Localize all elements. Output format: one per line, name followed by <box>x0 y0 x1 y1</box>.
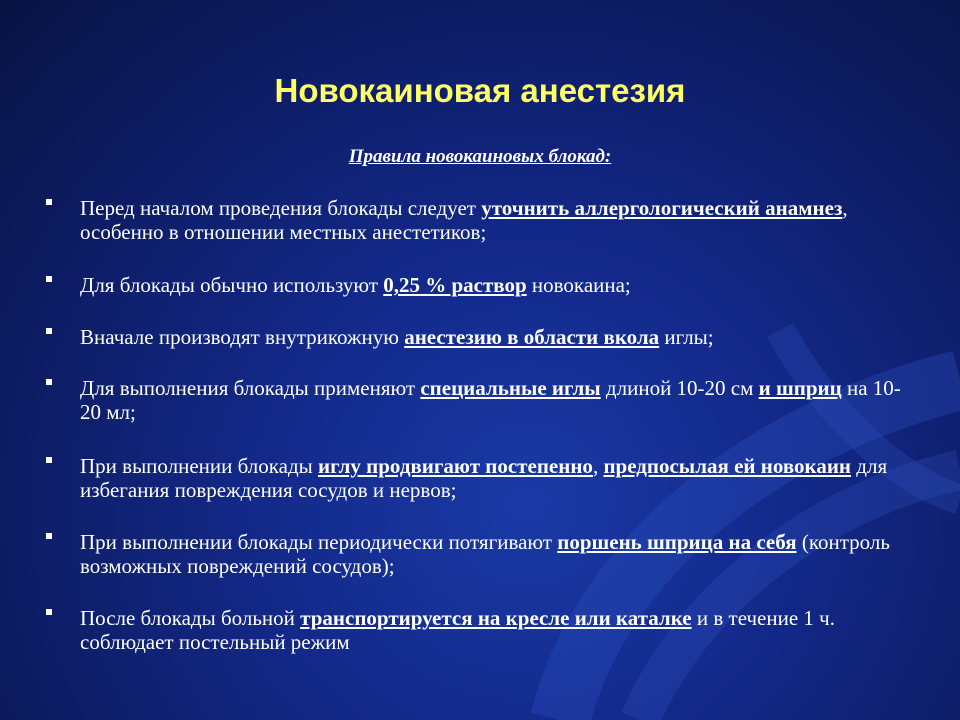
bullet-item <box>40 376 920 424</box>
bullet-text: Для выполнения блокады применяют специальные иглы длиной 10-20 см и шприц на 10-20 мл; <box>80 376 901 424</box>
bullet-text: Для блокады обычно используют 0,25 % раствор новокаина; <box>80 273 631 297</box>
bullet-text: При выполнении блокады периодически потягивают поршень шприца на себя (контроль возможных повреждений сосудов); <box>80 530 890 578</box>
bullet-item <box>40 273 920 297</box>
bullet-text: Перед началом проведения блокады следует уточнить аллергологический анамнез, особенно в отношении местных анестетиков; <box>80 196 848 244</box>
square-bullet-icon <box>46 457 52 463</box>
bullet-text: При выполнении блокады иглу продвигают постепенно, предпосылая ей новокаин для избегания повреждения сосудов и нервов; <box>80 454 888 502</box>
bullet-item <box>40 606 920 654</box>
bullet-text: После блокады больной транспортируется на кресле или каталке и в течение 1 ч. соблюдает постельный режим <box>80 606 835 654</box>
square-bullet-icon <box>46 199 52 205</box>
square-bullet-icon <box>46 276 52 282</box>
bullet-item <box>40 530 920 578</box>
square-bullet-icon <box>46 379 52 385</box>
slide-subtitle: Правила новокаиновых блокад: <box>348 146 612 167</box>
square-bullet-icon <box>46 533 52 539</box>
square-bullet-icon <box>46 609 52 615</box>
bullet-item <box>40 454 920 502</box>
bullet-item <box>40 196 920 244</box>
bullet-item <box>40 325 920 349</box>
slide-title: Новокаиновая анестезия <box>274 72 686 109</box>
bullet-text: Вначале производят внутрикожную анестезию в области вкола иглы; <box>80 325 714 349</box>
square-bullet-icon <box>46 328 52 334</box>
